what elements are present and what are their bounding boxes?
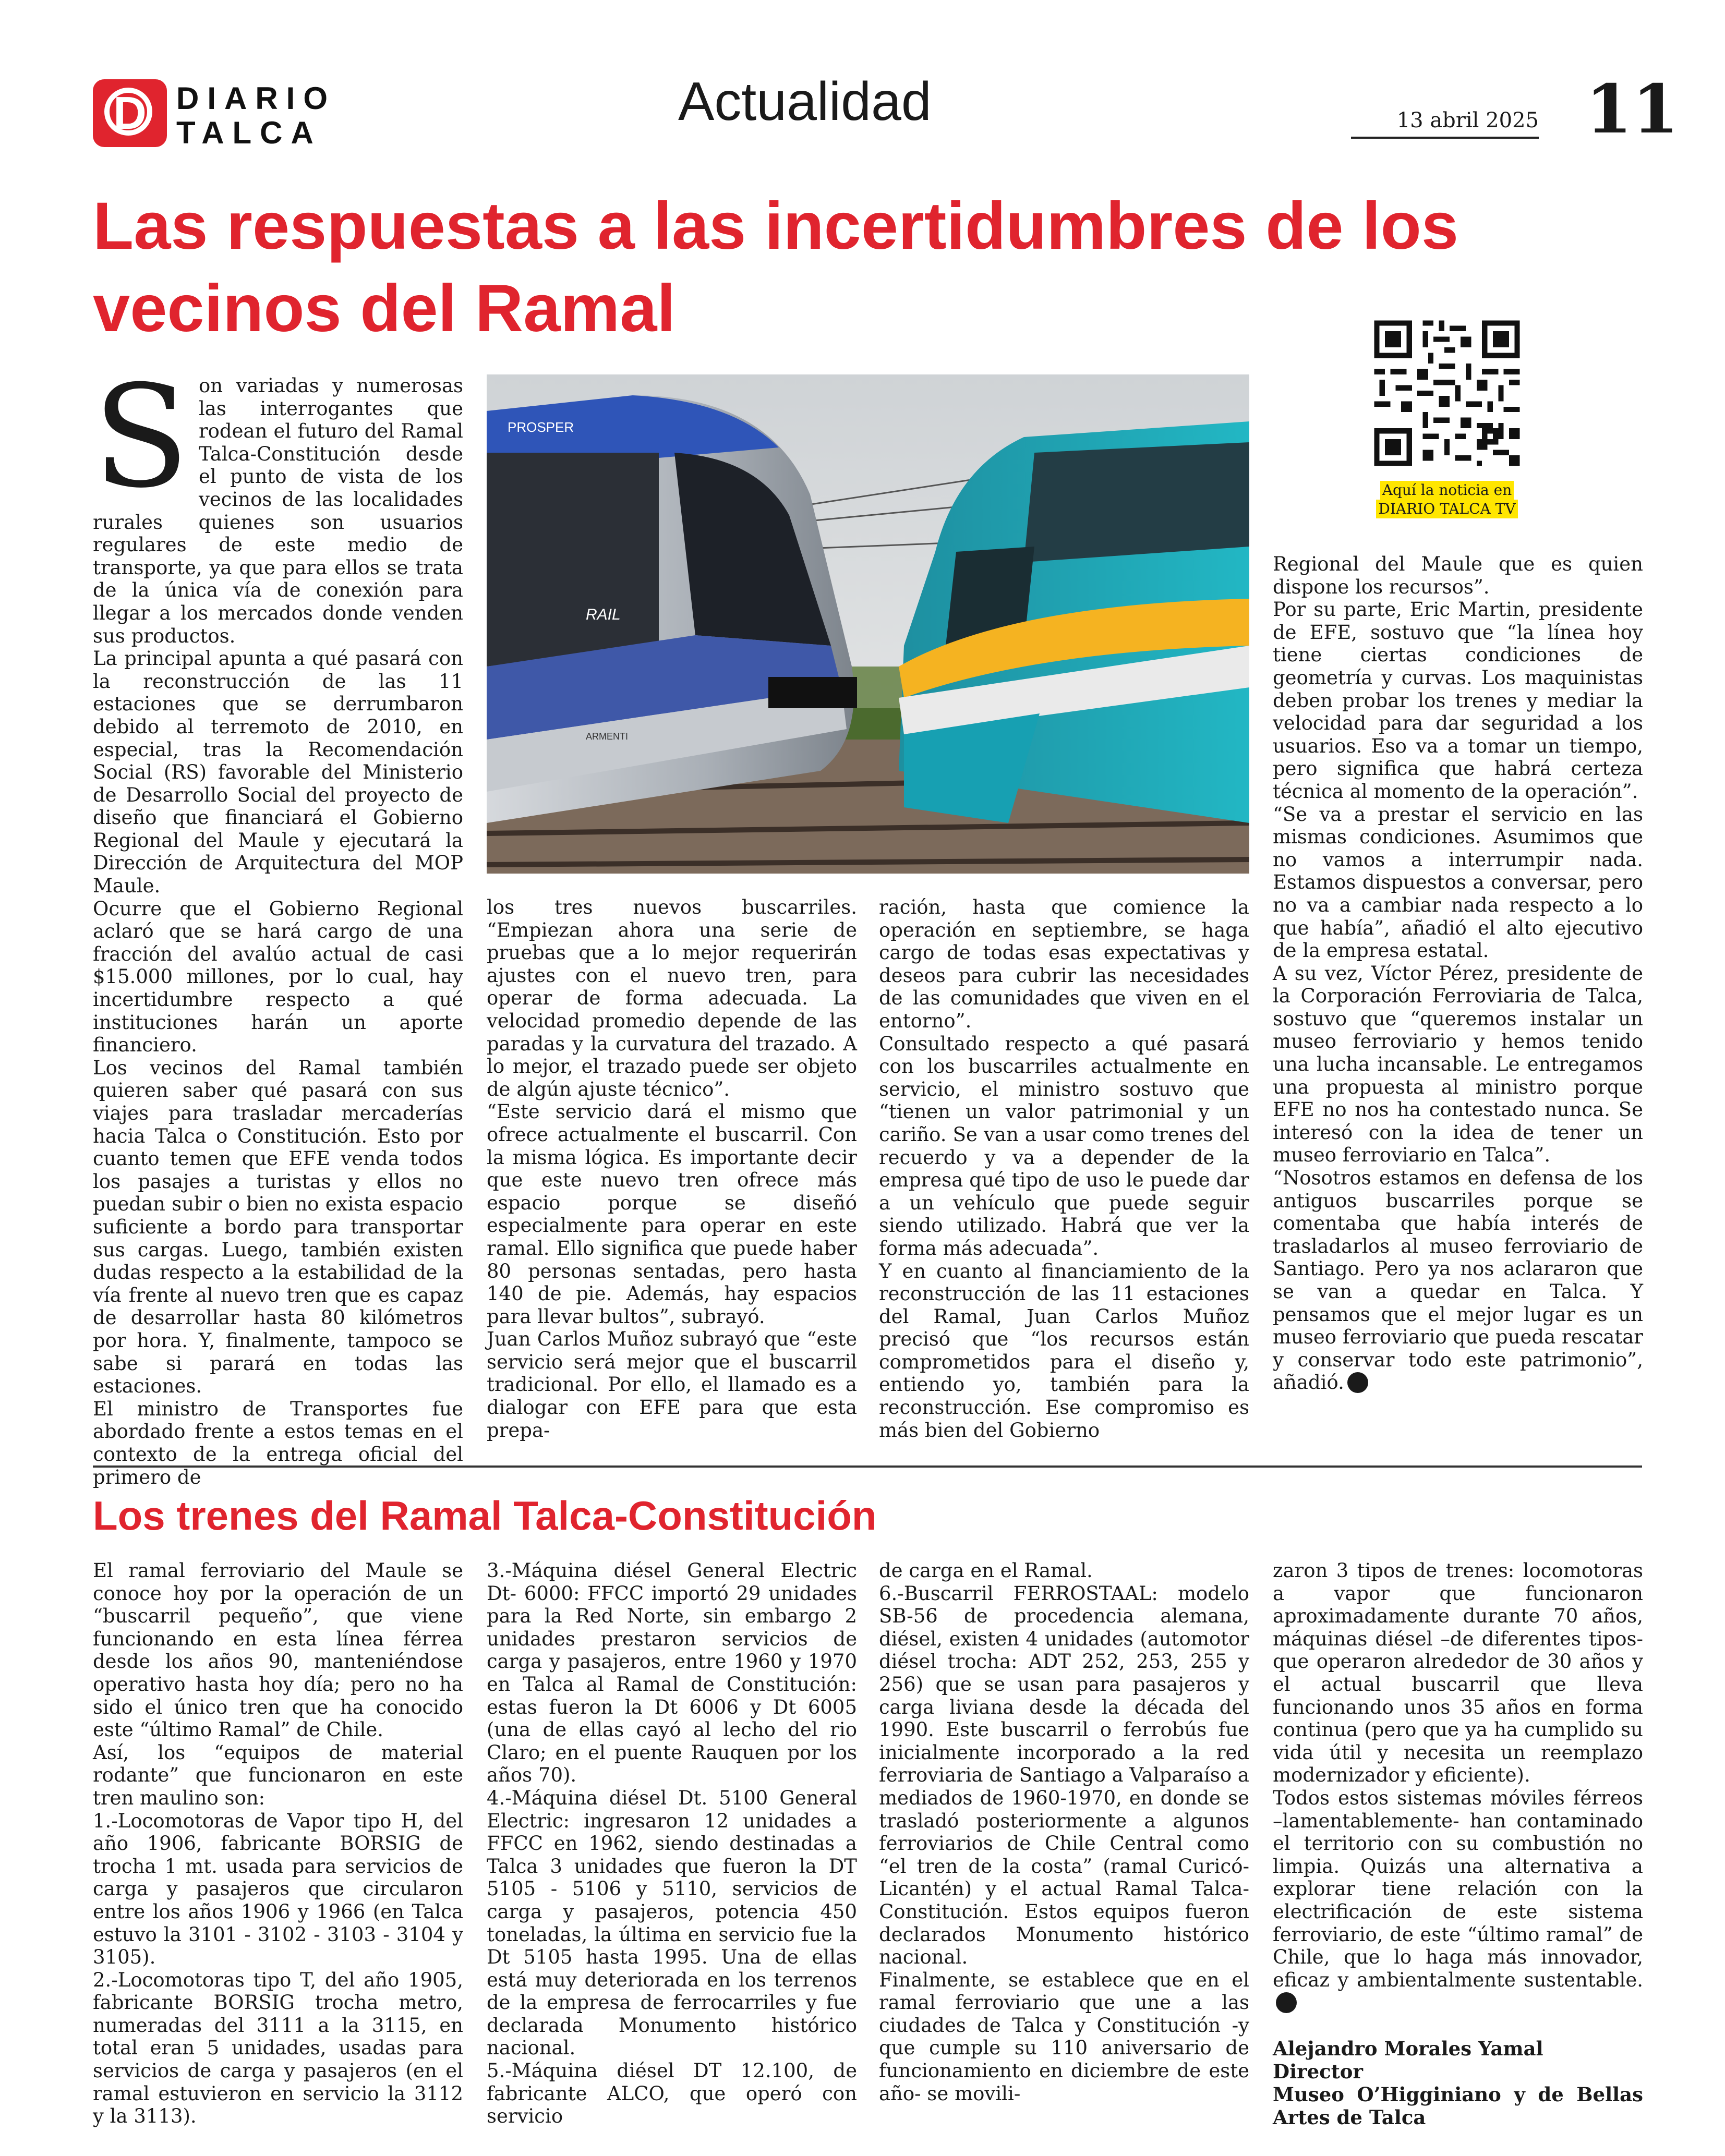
sidebar-paragraph: Así, los “equipos de material rodante” que funcionaron en este tren maulino son: [93,1741,463,1809]
article-headline: Las respuestas a las incertidumbres de los vecinos del Ramal [93,189,1458,346]
article-column-4 [1273,553,1643,1394]
article-paragraph: Y en cuanto al financiamiento de la reconstrucción de las 11 estaciones del Ramal, Juan Carlos Muñoz precisó que “los recursos están comprometidos para el diseño y, entiendo yo, también para la reconstrucción. Ese compromiso es más bien del Gobierno [879,1259,1249,1442]
drop-cap: S [93,355,189,519]
article-paragraph: Regional del Maule que es quien dispone los recursos”. [1273,553,1643,598]
article-paragraph: los tres nuevos buscarriles. “Empiezan ahora una serie de pruebas que a lo mejor requerirán ajustes con el nuevo tren, para operar de forma adecuada. La velocidad promedio depende de las paradas y la curvatura del trazado. A lo mejor, el trazado puede ser objeto de algún ajuste técnico”. [487,896,857,1100]
qr-caption-line-1: Aquí la noticia en [1380,481,1514,500]
photo-text-brand: ARMENTI [586,731,628,742]
sidebar-column-2 [487,1559,857,2128]
article-column-1 [93,355,463,1488]
sidebar-paragraph: Finalmente, se establece que en el ramal ferroviario que une a las ciudades de Talca y Constitución -y que cumple su 110 aniversario de funcionamiento en diciembre de este año- se movili- [879,1968,1249,2105]
photo-text-rail: RAIL [586,606,621,623]
article-paragraph: El ministro de Transportes fue abordado frente a estos temas en el contexto de la entrega oficial del primero de [93,1397,463,1488]
author-name: Alejandro Morales Yamal [1273,2037,1543,2060]
sidebar-paragraph: de carga en el Ramal. [879,1559,1093,1582]
article-paragraph: “Se va a prestar el servicio en las mismas condiciones. Asumimos que no vamos a interrumpir nada. Estamos dispuestos a conversar, pero no va a cambiar nada respecto a lo que había”, añadió el alto ejecutivo de la empresa estatal. [1273,803,1643,962]
sidebar-column-1 [93,1559,463,2128]
article-column-3 [879,896,1249,1442]
article-column-2 [487,896,857,1442]
article-paragraph: Consultado respecto a qué pasará con los buscarriles actualmente en servicio, el ministro sostuvo que “tienen un valor patrimonial y un cariño. Se van a usar como trenes del recuerdo y va a depender de la empresa qué tipo de uso le puede dar a un vehículo que puede seguir siendo utilizado. Habrá que ver la forma más adecuada”. [879,1032,1249,1259]
article-paragraph: La principal apunta a qué pasará con la reconstrucción de las 11 estaciones que se derrumbaron debido al terremoto de 2010, en especial, tras la Recomendación Social (RS) favorable del Ministerio de Desarrollo Social del proyecto de diseño que financiará el Gobierno Regional del Maule y ejecutará la Dirección de Arquitectura del MOP Maule. [93,647,463,898]
sidebar-column-3 [879,1559,1249,2105]
sidebar-paragraph: El ramal ferroviario del Maule se conoce hoy por la operación de un “buscarril pequeño”, que viene funcionando en esta línea férrea desde los años 90, manteniéndose operativo hasta hoy día; pero no ha sido el único tren que ha conocido este “último Ramal” de Chile. [93,1559,463,1741]
article-paragraph: Los vecinos del Ramal también quieren saber qué pasará con sus viajes para trasladar mercaderías hacia Talca o Constitución. Esto por cuanto temen que EFE venda todos los pasajes a turistas y ellos no puedan subir o bien no exista espacio suficiente a bordo para transportar sus cargas. Luego, también existen dudas respecto a la estabilidad de la vía frente al nuevo tren que es capaz de desarrollar hasta 80 kilómetros por hora. Y, finalmente, tampoco se sabe si parará en todas las estaciones. [93,1056,463,1398]
masthead-line-1: DIARIO [176,81,336,116]
article-paragraph: A su vez, Víctor Pérez, presidente de la Corporación Ferroviaria de Talca, sostuvo que “queremos instalar un museo ferroviario y hemos tenido una lucha incansable. Le entregamos una propuesta al ministro porque EFE no nos ha contestado nunca. Se interesó con la idea de tener un museo ferroviario en Talca”. [1273,962,1643,1167]
sidebar-paragraph: 5.-Máquina diésel DT 12.100, de fabricante ALCO, que operó con servicio [487,2060,857,2128]
article-paragraph: “Este servicio dará el mismo que ofrece actualmente el buscarril. Con la misma lógica. Es importante decir que este nuevo tren ofrece más espacio porque se diseñó especialmente para operar en este ramal. Ello significa que puede haber 80 personas sentadas, pero hasta 140 de pie. Además, hay espacios para llevar bultos”, subrayó. [487,1100,857,1328]
trains-photo [487,374,1249,874]
author-institution: Museo O’Higginiano y de Bellas Artes de Talca [1273,2082,1643,2129]
end-of-article-icon [1347,1372,1368,1393]
qr-caption-line-2: DIARIO TALCA TV [1376,500,1517,518]
end-of-sidebar-icon [1276,1992,1297,2013]
sidebar-paragraph: 4.-Máquina diésel Dt. 5100 General Electric: ingresaron 12 unidades a FFCC en 1962, siendo destinadas a Talca 3 unidades que fueron la DT 5105 - 5106 y 5110, servicios de carga y pasajeros, potencia 450 toneladas, la última en servicio fue la Dt 5105 hasta 1995. Una de ellas está muy deteriorada en los terrenos de la empresa de ferrocarriles y fue declarada Monumento histórico nacional. [487,1786,857,2060]
article-paragraph: Ocurre que el Gobierno Regional aclaró que se hará cargo de una fracción del avalúo actual de casi $15.000 millones, por lo cual, hay incertidumbre respecto a qué instituciones harán un aporte financiero. [93,897,463,1057]
article-paragraph: “Nosotros estamos en defensa de los antiguos buscarriles porque se comentaba que había interés de trasladarlos al museo ferroviario de Santiago. Pero ya nos aclararon que se van a quedar en Talca. Y pensamos que el mejor lugar es un museo ferroviario que pueda rescatar y conservar todo este patrimonio”, añadió. [1273,1167,1643,1394]
section-title: Actualidad [678,71,932,132]
article-paragraph: Por su parte, Eric Martin, presidente de EFE, sostuvo que “la línea hoy tiene ciertas condiciones de geometría y curvas. Los maquinistas deben probar los trenes y mediar la velocidad para dar seguridad a los usuarios. Eso va a tomar un tiempo, pero significa que habrá certeza técnica al momento de la operación”. [1273,598,1643,803]
diario-talca-logo-icon [93,79,167,147]
photo-text-prosper: PROSPER [508,419,574,435]
page-number: 11 [1586,70,1679,149]
qr-code-icon[interactable] [1369,315,1525,471]
section-divider [93,1465,1642,1468]
sidebar-paragraph: zaron 3 tipos de trenes: locomotoras a vapor que funcionaron aproximadamente durante 70 años, máquinas diésel –de diferentes tipos- que operaron alrededor de 30 años y el actual buscarril que lleva funcionando unos 35 años en forma continua (pero que ya ha cumplido su vida útil y necesita un reemplazo modernizador y eficiente). [1273,1559,1643,1787]
sidebar-title: Los trenes del Ramal Talca-Constitución [93,1493,877,1539]
logo-letter: D [113,87,147,139]
author-title: Director [1273,2060,1363,2083]
issue-date: 13 abril 2025 [1351,108,1539,139]
sidebar-paragraph: 3.-Máquina diésel General Electric Dt- 6000: FFCC importó 29 unidades para la Red Norte, sin embargo 2 unidades prestaron servicios de carga y pasajeros, entre 1960 y 1970 en Talca al Ramal de Constitución: estas fueron la Dt 6006 y Dt 6005 (una de ellas cayó al lecho del rio Claro; en el puente Rauquen por los años 70). [487,1559,857,1787]
masthead-name [176,81,336,150]
sidebar-paragraph: 6.-Buscarril FERROSTAAL: modelo SB-56 de procedencia alemana, diésel, existen 4 unidades (automotor diésel trocha: ADT 252, 253, 255 y 256) que se usan para pasajeros y carga liviana desde la década del 1990. Este buscarril o ferrobús fue inicialmente incorporado a la red ferroviaria de Santiago a Valparaíso a mediados de 1960-1970, en donde se trasladó posteriormente a algunos ferroviarios de Chile Central como “el tren de la costa” (ramal Curicó-Licantén) y el actual Ramal Talca-Constitución. Estos equipos fueron declarados Monumento histórico nacional. [879,1582,1249,1969]
qr-caption [1375,481,1519,518]
article-paragraph: on variadas y numerosas las interrogantes que rodean el futuro del Ramal Talca-Constitución desde el punto de vista de los vecinos de las localidades rurales quienes son usuarios regulares de este medio de transporte, ya que para ellos se trata de la única vía de conexión para llegar a los mercados donde venden sus productos. [93,374,463,647]
sidebar-column-4 [1273,1559,1643,2129]
article-paragraph: Juan Carlos Muñoz subrayó que “este servicio será mejor que el buscarril tradicional. Por ello, el llamado es a dialogar con EFE para que esta prepa- [487,1328,857,1442]
article-paragraph: ración, hasta que comience la operación en septiembre, se haga cargo de todas esas expectativas y deseos para cubrir las necesidades de las comunidades que viven en el entorno”. [879,896,1249,1032]
sidebar-paragraph: Todos estos sistemas móviles férreos –lamentablemente- han contaminado el territorio con su combustión no limpia. Quizás una alternativa a explorar tiene relación con la electrificación de este sistema ferroviario, de este “último ramal” de Chile, que lo haga más innovador, eficaz y ambientalmente sustentable. [1273,1786,1643,1991]
masthead-line-2: TALCA [176,115,322,150]
sidebar-paragraph: 1.-Locomotoras de Vapor tipo H, del año 1906, fabricante BORSIG de trocha 1 mt. usada para servicios de carga y pasajeros que circularon entre los años 1906 y 1966 (en Talca estuvo la 3101 - 3102 - 3103 - 3104 y 3105). [93,1809,463,1969]
sidebar-paragraph: 2.-Locomotoras tipo T, del año 1905, fabricante BORSIG trocha metro, numeradas del 3111 a la 3115, en total eran 5 unidades, usadas para servicios de carga y pasajeros (en el ramal estuvieron en servicio la 3112 y la 3113). [93,1968,463,2128]
